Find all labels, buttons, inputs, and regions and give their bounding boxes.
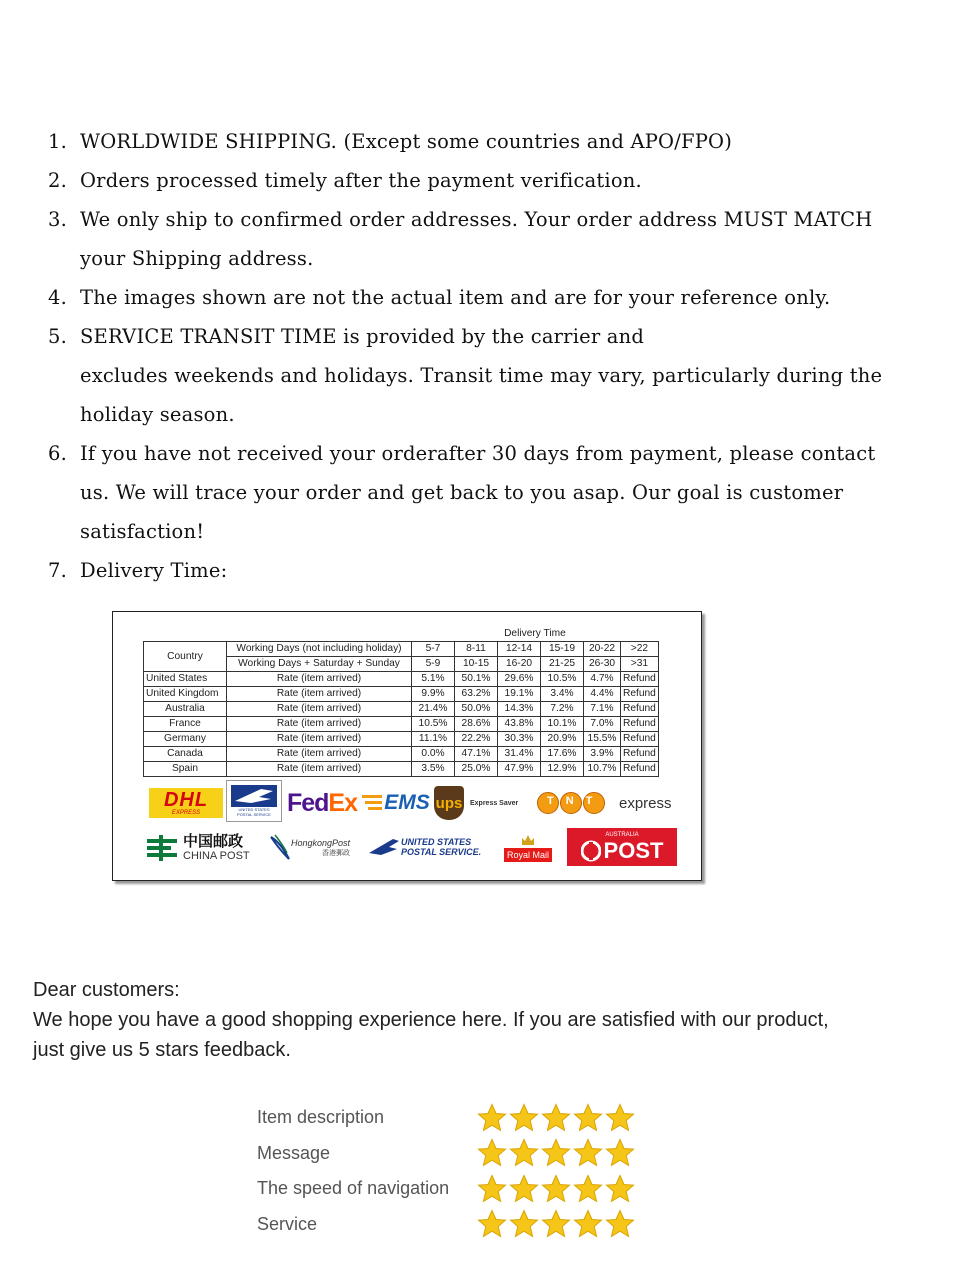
country-cell: Australia — [144, 702, 227, 717]
rate-cell: 15.5% — [584, 732, 621, 747]
table-cell: 5-9 — [412, 657, 455, 672]
message-line-2: just give us 5 stars feedback. — [33, 1039, 291, 1061]
policy-text — [80, 122, 948, 161]
tnt-express-text: express — [619, 794, 672, 812]
ems-text: EMS — [384, 791, 430, 814]
star-icon — [573, 1209, 603, 1239]
star-icon — [605, 1138, 635, 1168]
rate-cell: Refund — [621, 732, 659, 747]
hk-post-bird-icon — [269, 833, 291, 863]
policy-text — [80, 317, 948, 434]
table-row — [144, 762, 659, 777]
star-icon — [541, 1174, 571, 1204]
star-rating — [477, 1209, 635, 1239]
rate-cell: 12.9% — [541, 762, 584, 777]
fedex-ex-text: Ex — [328, 788, 358, 817]
policy-line: excludes weekends and holidays. Transit time may vary, particularly during the — [80, 364, 883, 387]
policy-line: your Shipping address. — [80, 247, 314, 270]
policy-line: SERVICE TRANSIT TIME is provided by the carrier and — [80, 325, 645, 348]
star-icon — [509, 1138, 539, 1168]
crown-icon — [521, 834, 535, 846]
star-icon — [573, 1138, 603, 1168]
table-cell: 8-11 — [455, 642, 498, 657]
rate-cell: 9.9% — [412, 687, 455, 702]
dhl-text: DHL — [163, 788, 209, 811]
policy-item — [48, 551, 948, 590]
star-icon — [605, 1103, 635, 1133]
rate-label-cell: Rate (item arrived) — [227, 672, 412, 687]
table-cell: 5-7 — [412, 642, 455, 657]
star-icon — [541, 1138, 571, 1168]
tnt-logo — [537, 786, 677, 820]
star-icon — [509, 1103, 539, 1133]
rate-cell: 7.0% — [584, 717, 621, 732]
rate-cell: 10.5% — [541, 672, 584, 687]
rate-cell: 4.4% — [584, 687, 621, 702]
ems-stripes-icon — [362, 793, 384, 813]
policy-number: 2. — [48, 169, 68, 192]
aus-post-small-text: AUSTRALIA — [605, 831, 639, 838]
policy-item — [48, 122, 948, 161]
ups-saver-text: Express Saver — [470, 799, 519, 807]
table-cell: 16-20 — [498, 657, 541, 672]
policy-line: WORLDWIDE SHIPPING. (Except some countries and APO/FPO) — [80, 130, 733, 153]
rate-cell: 7.2% — [541, 702, 584, 717]
star-icon — [605, 1174, 635, 1204]
rate-label-cell: Rate (item arrived) — [227, 762, 412, 777]
rate-cell: 43.8% — [498, 717, 541, 732]
rating-row — [257, 1136, 635, 1172]
china-post-cn-text: 中国邮政 — [183, 833, 244, 850]
table-row — [144, 702, 659, 717]
rate-label-cell: Rate (item arrived) — [227, 732, 412, 747]
rate-cell: Refund — [621, 672, 659, 687]
rate-cell: 20.9% — [541, 732, 584, 747]
rate-cell: 63.2% — [455, 687, 498, 702]
dhl-logo — [149, 788, 223, 818]
table-row — [144, 732, 659, 747]
policy-item — [48, 278, 948, 317]
rate-cell: Refund — [621, 702, 659, 717]
star-icon — [541, 1103, 571, 1133]
rate-cell: 3.5% — [412, 762, 455, 777]
hk-post-cn-text: 香港郵政 — [322, 850, 351, 857]
table-cell: 12-14 — [498, 642, 541, 657]
rate-cell: Refund — [621, 747, 659, 762]
rate-cell: 11.1% — [412, 732, 455, 747]
fedex-fed-text: Fed — [286, 788, 329, 817]
star-icon — [509, 1174, 539, 1204]
rate-cell: 50.1% — [455, 672, 498, 687]
policy-text — [80, 551, 948, 590]
star-rating — [477, 1174, 635, 1204]
rate-cell: 10.1% — [541, 717, 584, 732]
policy-item — [48, 317, 948, 434]
star-rating — [477, 1138, 635, 1168]
policy-text — [80, 278, 948, 317]
star-rating — [477, 1103, 635, 1133]
policy-line: holiday season. — [80, 403, 235, 426]
greeting: Dear customers: — [33, 979, 180, 1001]
rate-cell: Refund — [621, 687, 659, 702]
usps-line2: POSTAL SERVICE. — [401, 847, 482, 857]
policy-text — [80, 434, 948, 551]
rating-label: Service — [257, 1213, 318, 1234]
country-cell: Germany — [144, 732, 227, 747]
ups-logo — [434, 784, 534, 822]
rate-cell: 0.0% — [412, 747, 455, 762]
country-cell: United States — [144, 672, 227, 687]
rating-label: Message — [257, 1142, 331, 1163]
policy-number: 5. — [48, 325, 68, 348]
rate-cell: 3.4% — [541, 687, 584, 702]
rate-label-cell: Rate (item arrived) — [227, 717, 412, 732]
working-days-label: Working Days (not including holiday) — [227, 642, 412, 657]
hk-post-text: HongkongPost — [291, 838, 351, 848]
rate-label-cell: Rate (item arrived) — [227, 747, 412, 762]
table-title: Delivery Time — [412, 627, 659, 642]
table-cell: 15-19 — [541, 642, 584, 657]
message-line-1: We hope you have a good shopping experience here. If you are satisfied with our product, — [33, 1009, 829, 1031]
policy-item — [48, 200, 948, 278]
policy-number: 1. — [48, 130, 68, 153]
country-cell: France — [144, 717, 227, 732]
rating-row — [257, 1100, 635, 1136]
usps-logo — [369, 832, 499, 862]
table-cell: >31 — [621, 657, 659, 672]
rate-cell: 28.6% — [455, 717, 498, 732]
table-cell: 21-25 — [541, 657, 584, 672]
policy-line: Orders processed timely after the payment verification. — [80, 169, 642, 192]
rate-label-cell: Rate (item arrived) — [227, 702, 412, 717]
fedex-logo — [283, 786, 361, 820]
rate-cell: 10.5% — [412, 717, 455, 732]
table-row — [144, 717, 659, 732]
table-row — [144, 687, 659, 702]
country-cell: Spain — [144, 762, 227, 777]
usps-small-logo — [226, 780, 282, 822]
rate-cell: 10.7% — [584, 762, 621, 777]
rate-cell: 22.2% — [455, 732, 498, 747]
rate-cell: 17.6% — [541, 747, 584, 762]
country-header: Country — [144, 642, 227, 672]
tnt-text: TNT — [547, 795, 605, 807]
delivery-time-card — [112, 611, 702, 881]
china-post-emblem-icon — [145, 833, 179, 863]
rate-cell: 4.7% — [584, 672, 621, 687]
policy-item — [48, 434, 948, 551]
china-post-logo — [145, 830, 263, 866]
star-icon — [573, 1174, 603, 1204]
star-icon — [477, 1209, 507, 1239]
royal-mail-logo — [499, 828, 557, 868]
policy-number: 7. — [48, 559, 68, 582]
rate-cell: 25.0% — [455, 762, 498, 777]
rating-list — [257, 1100, 635, 1242]
rate-cell: 7.1% — [584, 702, 621, 717]
ups-shield-icon — [434, 786, 464, 820]
policy-line: satisfaction! — [80, 520, 205, 543]
policy-line: us. We will trace your order and get back to you asap. Our goal is customer — [80, 481, 844, 504]
star-icon — [573, 1103, 603, 1133]
table-row — [144, 672, 659, 687]
shipping-policy-list — [48, 122, 948, 590]
royal-mail-text: Royal Mail — [504, 848, 552, 862]
policy-number: 4. — [48, 286, 68, 309]
country-cell: Canada — [144, 747, 227, 762]
table-cell: 10-15 — [455, 657, 498, 672]
policy-line: The images shown are not the actual item and are for your reference only. — [80, 286, 831, 309]
rate-label-cell: Rate (item arrived) — [227, 687, 412, 702]
country-cell: United Kingdom — [144, 687, 227, 702]
policy-item — [48, 161, 948, 200]
policy-line: If you have not received your orderafter 30 days from payment, please contact — [80, 442, 876, 465]
rating-row — [257, 1207, 635, 1243]
ems-logo — [361, 786, 431, 820]
working-days-weekend-label: Working Days + Saturday + Sunday — [227, 657, 412, 672]
hongkong-post-logo — [269, 828, 361, 868]
policy-number: 6. — [48, 442, 68, 465]
policy-line: We only ship to confirmed order addresses. Your order address MUST MATCH — [80, 208, 873, 231]
aus-post-text: POST — [603, 837, 664, 863]
star-icon — [477, 1103, 507, 1133]
rate-cell: 47.9% — [498, 762, 541, 777]
star-icon — [541, 1209, 571, 1239]
rate-cell: Refund — [621, 762, 659, 777]
star-icon — [477, 1138, 507, 1168]
rating-label: The speed of navigation — [257, 1178, 450, 1199]
china-post-en-text: CHINA POST — [183, 850, 250, 862]
rating-row — [257, 1171, 635, 1207]
rate-cell: 5.1% — [412, 672, 455, 687]
rate-cell: 30.3% — [498, 732, 541, 747]
rate-cell: 21.4% — [412, 702, 455, 717]
rate-cell: 31.4% — [498, 747, 541, 762]
table-row — [144, 747, 659, 762]
rate-cell: 3.9% — [584, 747, 621, 762]
policy-number: 3. — [48, 208, 68, 231]
star-icon — [605, 1209, 635, 1239]
policy-text — [80, 161, 948, 200]
table-cell: 20-22 — [584, 642, 621, 657]
policy-line: Delivery Time: — [80, 559, 228, 582]
rate-cell: 50.0% — [455, 702, 498, 717]
carrier-logos — [143, 780, 683, 870]
customer-message — [33, 975, 943, 1065]
usps-small-text: UNITED STATES POSTAL SERVICE — [237, 807, 271, 817]
table-cell: 26-30 — [584, 657, 621, 672]
table-cell: >22 — [621, 642, 659, 657]
rate-cell: 29.6% — [498, 672, 541, 687]
aus-post-p-icon — [581, 840, 601, 862]
ups-text: ups — [435, 794, 463, 812]
usps-line1: UNITED STATES — [401, 837, 472, 847]
policy-text — [80, 200, 948, 278]
star-icon — [477, 1174, 507, 1204]
rating-label: Item description — [257, 1107, 385, 1128]
australia-post-logo — [567, 828, 677, 866]
rate-cell: 19.1% — [498, 687, 541, 702]
eagle-icon — [231, 785, 277, 807]
delivery-time-table — [143, 627, 659, 777]
rate-cell: Refund — [621, 717, 659, 732]
usps-eagle-icon — [369, 837, 399, 857]
rate-cell: 47.1% — [455, 747, 498, 762]
rate-cell: 14.3% — [498, 702, 541, 717]
dhl-sub-text: EXPRESS — [171, 809, 201, 816]
star-icon — [509, 1209, 539, 1239]
